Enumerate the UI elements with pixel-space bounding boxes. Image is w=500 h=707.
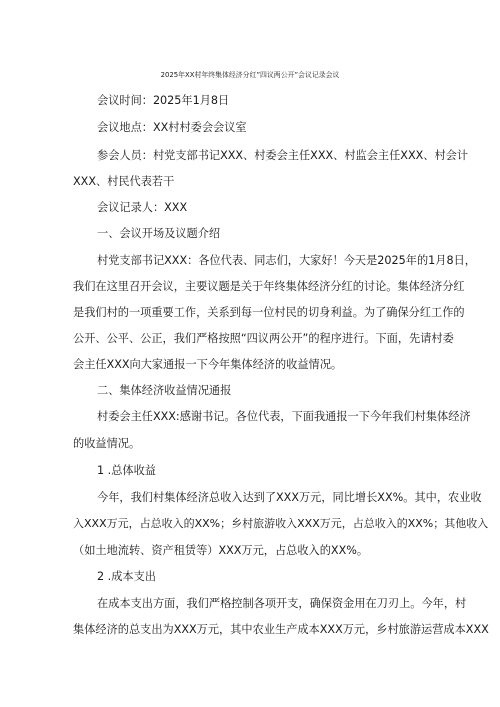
item-2-heading: 2 .成本支出 xyxy=(97,570,156,583)
para-2-line-2: 的收益情况。 xyxy=(73,437,141,450)
para-1-line-2: 我们在这里召开会议，主要议题是关于年终集体经济分红的讨论。集体经济分红 xyxy=(73,280,465,293)
meeting-place: 会议地点：XX村村委会会议室 xyxy=(97,121,247,134)
para-1-line-5: 会主任XXX向大家通报一下今年集体经济的收益情况。 xyxy=(73,358,343,371)
attendees-line-2: XXX、村民代表若干 xyxy=(73,175,175,188)
para-1-line-3: 是我们村的一项重要工作，关系到每一位村民的切身利益。为了确保分红工作的 xyxy=(73,306,465,319)
para-2-line-1: 村委会主任XXX:感谢书记。各位代表，下面我通报一下今年我们村集体经济 xyxy=(97,410,471,423)
meeting-time: 会议时间：2025年1月8日 xyxy=(97,94,230,107)
para-3-line-3: （如土地流转、资产租赁等）XXX万元，占总收入的XX%。 xyxy=(73,544,369,557)
para-4-line-2: 集体经济的总支出为XXX万元，其中农业生产成本XXX万元，乡村旅游运营成本XXX xyxy=(73,623,489,636)
para-1-line-4: 公开、公平、公正，我们严格按照“四议两公开”的程序进行。下面，先请村委 xyxy=(73,332,454,345)
item-1-heading: 1 .总体收益 xyxy=(97,464,156,477)
para-1-line-1: 村党支部书记XXX：各位代表、同志们，大家好！今天是2025年的1月8日， xyxy=(97,254,476,267)
para-3-line-1: 今年，我们村集体经济总收入达到了XXX万元，同比增长XX%。其中，农业收 xyxy=(97,491,482,504)
attendees-line-1: 参会人员：村党支部书记XXX、村委会主任XXX、村监会主任XXX、村会计 xyxy=(97,149,469,162)
document-title: 2025年XX村年终集体经济分红”四议两公开”会议记录会议 xyxy=(160,71,340,79)
section-1-heading: 一、会议开场及议题介绍 xyxy=(97,227,221,240)
para-4-line-1: 在成本支出方面，我们严格控制各项开支，确保资金用在刀刃上。今年，村 xyxy=(97,597,467,610)
section-2-heading: 二、集体经济收益情况通报 xyxy=(97,384,232,397)
recorder: 会议记录人：XXX xyxy=(97,201,188,214)
para-3-line-2: 入XXX万元，占总收入的XX%；乡村旅游收入XXX万元，占总收入的XX%；其他收入 xyxy=(73,517,489,530)
